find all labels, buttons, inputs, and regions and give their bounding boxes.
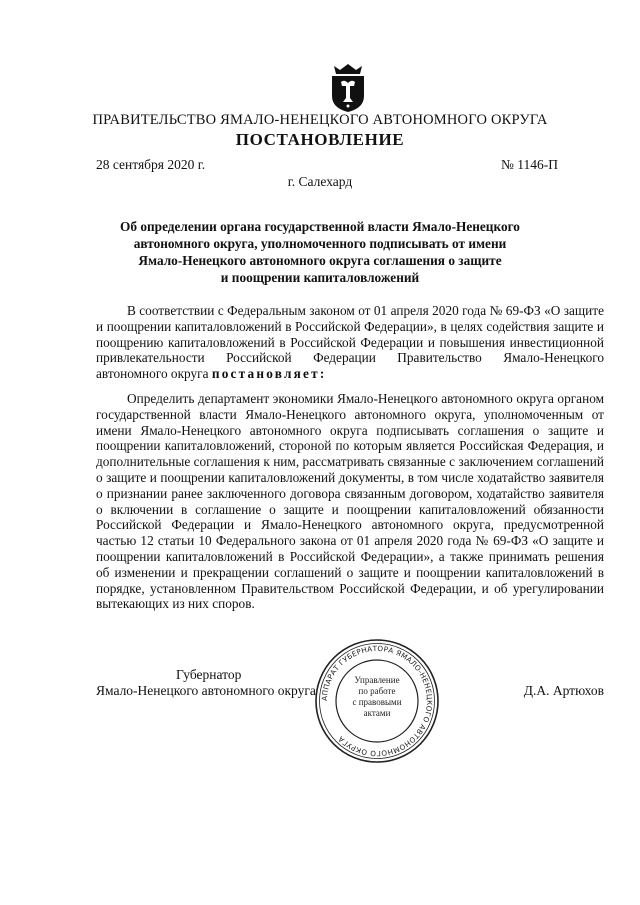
signatory-region: Ямало-Ненецкого автономного округа — [96, 683, 316, 698]
official-stamp — [312, 636, 442, 766]
stamp-line: Управление — [354, 675, 400, 685]
document-city: г. Салехард — [287, 174, 353, 189]
document-type: ПОСТАНОВЛЕНИЕ — [235, 130, 405, 149]
government-name: ПРАВИТЕЛЬСТВО ЯМАЛО-НЕНЕЦКОГО АВТОНОМНОГО ОКРУГА — [92, 112, 548, 128]
title-line: Об определении органа государственной власти Ямало-Ненецкого — [120, 219, 520, 234]
stamp-line: с правовыми — [352, 697, 402, 707]
operative-paragraph: Определить департамент экономики Ямало-Ненецкого автономного округа органом государственной власти Ямало-Ненецкого автономного округа, уполномоченным от имени Ямало-Ненецкого автономного округа подписывать соглашения о защите и поощрении капиталовложений, стороной по которым является Российская Федерация, и дополнительные соглашения к ним, рассматривать связанные с заключением соглашений о защите и поощрении капиталовложений документы, в том числе ходатайство заявителя о признании ранее заключенного договора связанным договором, ходатайство заявителя о включении в соглашение о защите и поощрении капиталовложений обязанности Российской Федерации и Ямало-Ненецкого автономного округа, предусмотренной частью 12 статьи 10 Федерального закона от 01 апреля 2020 года № 69-ФЗ «О защите и поощрении капиталовложений в Российской Федерации», а также принимать решения об изменении и прекращении соглашений о защите и поощрении капиталовложений в порядке, установленном Правительством Российской Федерации, и об урегулировании вытекающих из них споров. — [96, 391, 604, 612]
title-line: Ямало-Ненецкого автономного округа соглашения о защите — [138, 253, 502, 268]
preamble-paragraph — [96, 303, 604, 382]
title-line: и поощрении капиталовложений — [220, 270, 420, 285]
stamp-line: по работе — [358, 686, 396, 696]
stamp-line: актами — [363, 708, 391, 718]
preamble-text: В соответствии с Федеральным законом от 01 апреля 2020 года № 69-ФЗ «О защите и поощрении капиталовложений в Российской Федерации», в целях содействия защите и поощрению капиталовложений в Российской Федерации и повышения инвестиционной привлекательности Российской Федерации Правительство Ямало-Ненецкого автономного округа — [96, 303, 604, 382]
document-number: № 1146-П — [501, 157, 558, 172]
document-title — [110, 218, 530, 286]
document-date: 28 сентября 2020 г. — [96, 157, 206, 172]
title-line: автономного округа, уполномоченного подписывать от имени — [133, 236, 507, 251]
stamp-ring-text: АППАРАТ ГУБЕРНАТОРА ЯМАЛО-НЕНЕЦКОГО АВТОНОМНОГО ОКРУГА — [319, 643, 435, 759]
coat-of-arms-emblem — [326, 62, 370, 114]
resolves-keyword: постановляет: — [211, 366, 327, 382]
signatory-name: Д.А. Артюхов — [523, 683, 604, 698]
signatory-title: Губернатор — [176, 667, 242, 682]
